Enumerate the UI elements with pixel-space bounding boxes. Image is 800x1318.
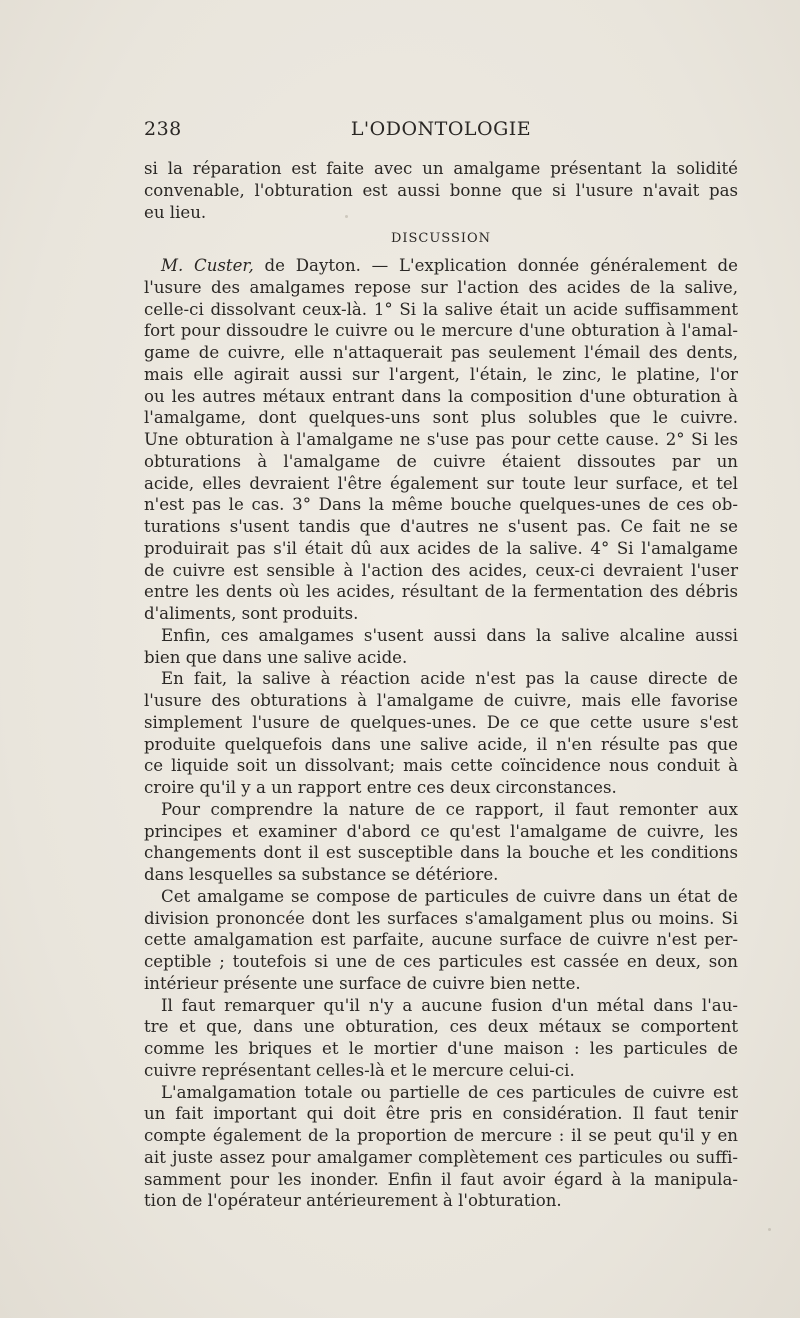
text-line: En fait, la salive à réaction acide n'est pas la cause directe de <box>161 669 738 689</box>
page-header <box>144 118 738 142</box>
text-line: tre et que, dans une obturation, ces deux métaux se comportent <box>144 1017 738 1037</box>
text-line: L'amalgamation totale ou partielle de ces particules de cuivre est <box>161 1082 738 1102</box>
text-line: division prononcée dont les surfaces s'amalgament plus ou moins. Si <box>144 908 738 928</box>
text-line: obturations à l'amalgame de cuivre étaient dissoutes par un <box>144 451 738 471</box>
text-line: l'usure des obturations à l'amalgame de cuivre, mais elle favorise <box>144 691 738 710</box>
text-line: d'aliments, sont produits. <box>144 604 359 623</box>
running-title: L'ODONTOLOGIE <box>350 118 532 140</box>
text-line: produite quelquefois dans une salive acide, il n'en résulte pas que <box>144 734 738 754</box>
text-line: Enfin, ces amalgames s'usent aussi dans la salive alcaline aussi <box>161 625 738 645</box>
text-line: mais elle agirait aussi sur l'argent, l'étain, le zinc, le platine, l'or <box>144 364 738 384</box>
text-line: croire qu'il y a un rapport entre ces deux circonstances. <box>144 778 617 797</box>
text-line: ou les autres métaux entrant dans la composition d'une obturation à <box>144 386 738 406</box>
text-line: l'amalgame, dont quelques-uns sont plus solubles que le cuivre. <box>144 408 738 428</box>
text-line: simplement l'usure de quelques-unes. De ce que cette usure s'est <box>144 712 738 732</box>
text-line: ceptible ; toutefois si une de ces particules est cassée en deux, son <box>144 952 738 971</box>
text-line: de cuivre est sensible à l'action des acides, ceux-ci devraient l'user <box>144 560 738 580</box>
text-line: changements dont il est susceptible dans la bouche et les conditions <box>144 843 738 863</box>
paper-speck <box>768 1228 771 1231</box>
text-line: n'est pas le cas. 3° Dans la même bouche quelques-unes de ces ob- <box>144 495 738 515</box>
text-line: samment pour les inonder. Enfin il faut avoir égard à la manipula- <box>144 1169 738 1189</box>
text-line: principes et examiner d'abord ce qu'est l'amalgame de cuivre, les <box>144 821 738 841</box>
text-line <box>144 255 738 277</box>
text-line: fort pour dissoudre le cuivre ou le mercure d'une obturation à l'amal- <box>144 321 738 341</box>
text-line: entre les dents où les acides, résultant de la fermentation des débris <box>144 582 738 602</box>
text-line: cuivre représentant celles-là et le mercure celui-ci. <box>144 1060 575 1080</box>
text-line: bien que dans une salive acide. <box>144 647 408 667</box>
text-line: produirait pas s'il était dû aux acides de la salive. 4° Si l'amalgame <box>144 538 738 558</box>
text-line: comme les briques et le mortier d'une maison : les particules de <box>144 1039 738 1058</box>
text-line: convenable, l'obturation est aussi bonne que si l'usure n'avait pas <box>144 180 738 200</box>
text-line: tion de l'opérateur antérieurement à l'obturation. <box>144 1191 562 1211</box>
text-line: Cet amalgame se compose de particules de cuivre dans un état de <box>161 886 738 906</box>
page-number: 238 <box>144 118 182 140</box>
text-line: ce liquide soit un dissolvant; mais cette coïncidence nous conduit à <box>144 756 738 776</box>
paper-speck <box>345 215 348 218</box>
speaker-line-rest: de Dayton. — L'explication donnée généralement de <box>253 256 739 275</box>
text-line: eu lieu. <box>144 202 207 222</box>
text-line: cette amalgamation est parfaite, aucune surface de cuivre n'est per- <box>144 930 738 950</box>
text-line: intérieur présente une surface de cuivre bien nette. <box>144 973 581 993</box>
text-line: Une obturation à l'amalgame ne s'use pas pour cette cause. 2° Si les <box>144 430 738 449</box>
text-line: l'usure des amalgames repose sur l'action des acides de la salive, <box>144 277 738 297</box>
text-line: turations s'usent tandis que d'autres ne s'usent pas. Ce fait ne se <box>144 517 738 536</box>
text-line: game de cuivre, elle n'attaquerait pas seulement l'émail des dents, <box>144 343 738 362</box>
text-line: dans lesquelles sa substance se détériore. <box>144 865 499 884</box>
speaker-name: M. Custer, <box>161 256 254 275</box>
text-line: Pour comprendre la nature de ce rapport, il faut remonter aux <box>161 799 738 819</box>
text-line: un fait important qui doit être pris en considération. Il faut tenir <box>144 1104 738 1124</box>
text-line: si la réparation est faite avec un amalgame présentant la solidité <box>144 159 738 178</box>
text-line: Il faut remarquer qu'il n'y a aucune fusion d'un métal dans l'au- <box>161 995 738 1015</box>
text-line: celle-ci dissolvant ceux-là. 1° Si la salive était un acide suffisamment <box>144 299 738 319</box>
text-line: acide, elles devraient l'être également sur toute leur surface, et tel <box>144 473 738 493</box>
section-heading: DISCUSSION <box>390 231 492 247</box>
text-line: ait juste assez pour amalgamer complètement ces particules ou suffi- <box>144 1147 738 1167</box>
body-text <box>144 158 738 1212</box>
text-line: compte également de la proportion de mercure : il se peut qu'il y en <box>144 1126 738 1145</box>
